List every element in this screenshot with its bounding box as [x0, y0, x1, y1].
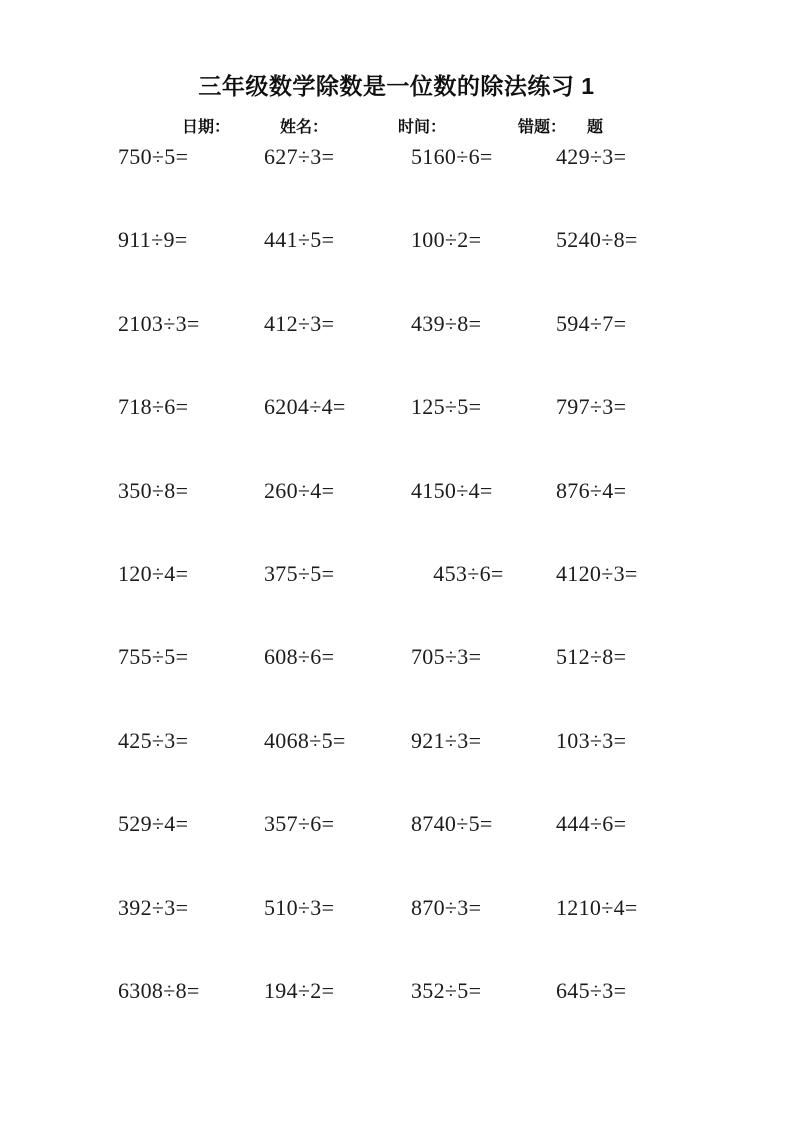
- problem-cell: 392÷3=: [118, 894, 189, 920]
- problem-cell: 444÷6=: [556, 811, 627, 837]
- problem-cell: 439÷8=: [411, 310, 482, 336]
- name-label: 姓名：: [280, 119, 329, 136]
- problem-cell: 5160÷6=: [411, 144, 493, 169]
- problem-cell: 100÷2=: [411, 227, 482, 253]
- problem-cell: 512÷8=: [556, 644, 627, 670]
- wrong-count-label: 错题：: [518, 119, 567, 136]
- problem-cell: 125÷5=: [411, 394, 482, 420]
- problem-cell: 876÷4=: [556, 477, 627, 503]
- problem-cell: 4150÷4=: [411, 477, 493, 503]
- problem-cell: 4068÷5=: [264, 727, 346, 753]
- problem-cell: 911÷9=: [118, 227, 188, 253]
- problem-cell: 870÷3=: [411, 894, 482, 920]
- problem-cell: 453÷6=: [411, 560, 504, 586]
- problem-cell: 529÷4=: [118, 811, 189, 837]
- worksheet-header: [0, 114, 793, 136]
- problem-cell: 627÷3=: [264, 144, 335, 169]
- wrong-unit-label: 题: [587, 119, 604, 136]
- problem-cell: 1210÷4=: [556, 894, 638, 920]
- problem-cell: 705÷3=: [411, 644, 482, 670]
- problem-cell: 103÷3=: [556, 727, 627, 753]
- problems-grid: [118, 144, 716, 1061]
- problem-cell: 8740÷5=: [411, 811, 493, 837]
- problem-cell: 350÷8=: [118, 477, 189, 503]
- problem-cell: 194÷2=: [264, 977, 335, 1003]
- problem-cell: 645÷3=: [556, 977, 627, 1003]
- problem-cell: 510÷3=: [264, 894, 335, 920]
- problem-cell: 357÷6=: [264, 811, 335, 837]
- problem-cell: 425÷3=: [118, 727, 189, 753]
- problem-cell: 2103÷3=: [118, 310, 200, 336]
- problem-cell: 718÷6=: [118, 394, 189, 420]
- problem-cell: 755÷5=: [118, 644, 189, 670]
- problem-cell: 412÷3=: [264, 310, 335, 336]
- problem-cell: 429÷3=: [556, 144, 627, 169]
- problem-cell: 6308÷8=: [118, 977, 200, 1003]
- problem-cell: 594÷7=: [556, 310, 627, 336]
- problem-cell: 4120÷3=: [556, 560, 638, 586]
- problem-cell: 750÷5=: [118, 144, 189, 169]
- problem-cell: 120÷4=: [118, 560, 189, 586]
- problem-cell: 441÷5=: [264, 227, 335, 253]
- problem-cell: 375÷5=: [264, 560, 335, 586]
- page-title: 三年级数学除数是一位数的除法练习 1: [198, 73, 595, 99]
- problem-cell: 6204÷4=: [264, 394, 346, 420]
- problem-cell: 921÷3=: [411, 727, 482, 753]
- problem-cell: 5240÷8=: [556, 227, 638, 253]
- time-label: 时间：: [398, 119, 447, 136]
- problem-cell: 352÷5=: [411, 977, 482, 1003]
- problem-cell: 797÷3=: [556, 394, 627, 420]
- problem-cell: 608÷6=: [264, 644, 335, 670]
- problem-cell: 260÷4=: [264, 477, 335, 503]
- date-label: 日期：: [182, 119, 231, 136]
